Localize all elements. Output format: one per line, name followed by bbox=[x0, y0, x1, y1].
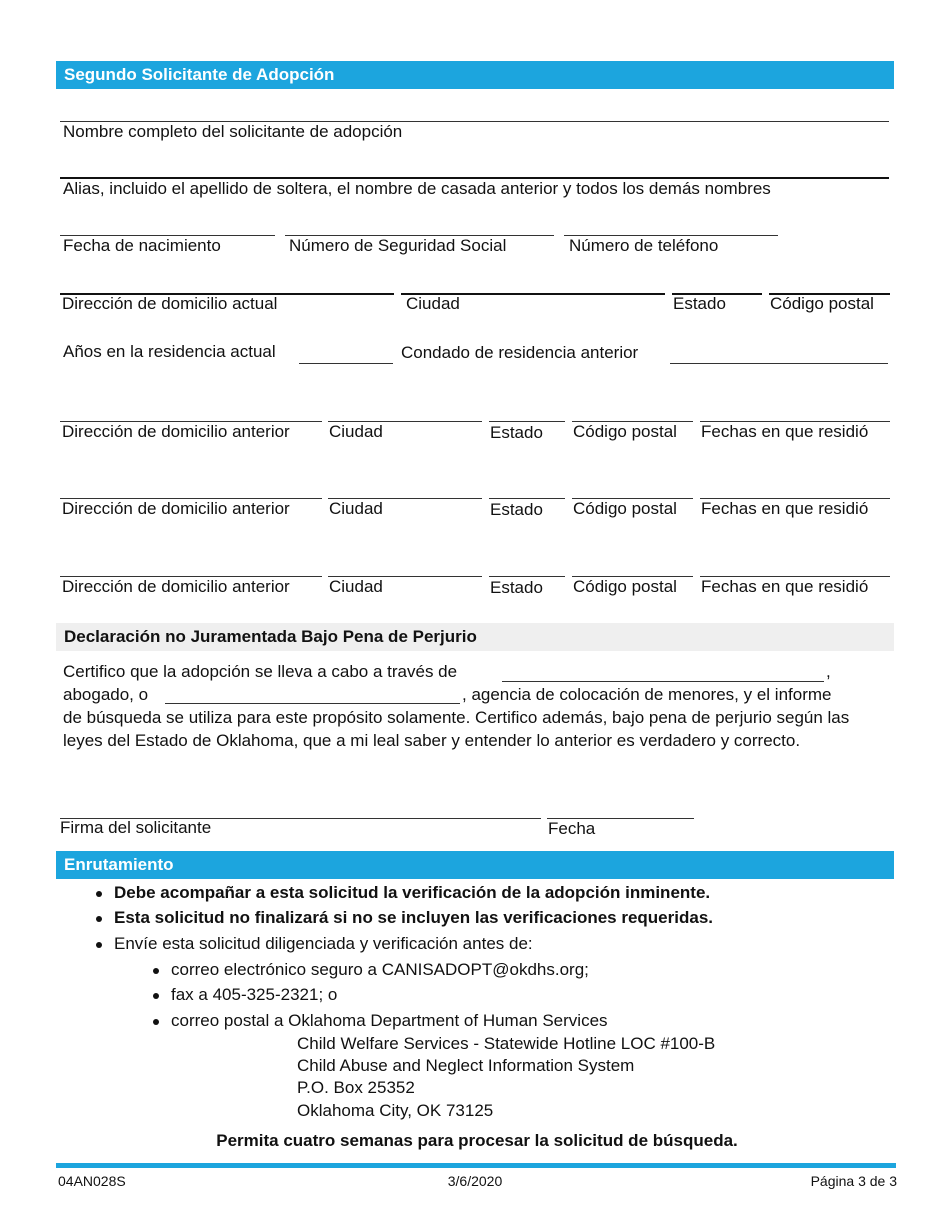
prior-dates-label: Fechas en que residió bbox=[701, 577, 869, 596]
fax-option: fax a 405-325-2321; o bbox=[171, 985, 338, 1004]
declaration-text-d: de búsqueda se utiliza para este propósito solamente. Certifico además, bajo pena de perjurio según las leyes del Estado de Oklahoma, que a mi leal saber y entender lo anterior es verdadero y correcto. bbox=[63, 708, 850, 750]
current-state-label: Estado bbox=[673, 294, 726, 313]
prior-address-label: Dirección de domicilio anterior bbox=[62, 577, 290, 596]
routing-sub-bullet bbox=[171, 960, 589, 980]
prior-city-label: Ciudad bbox=[329, 422, 383, 441]
mail-address-line: Oklahoma City, OK 73125 bbox=[297, 1101, 494, 1120]
page-number: Página 3 de 3 bbox=[810, 1173, 897, 1189]
routing-bullet bbox=[114, 883, 710, 903]
declaration-text-a: Certifico que la adopción se lleva a cabo a través de bbox=[63, 662, 458, 681]
declaration-text-b: abogado, o bbox=[63, 685, 149, 704]
current-address-label: Dirección de domicilio actual bbox=[62, 294, 278, 313]
declaration-text-c: , agencia de colocación de menores, y el informe bbox=[462, 685, 832, 704]
birth-date-label: Fecha de nacimiento bbox=[63, 236, 221, 255]
mail-address-line: Child Abuse and Neglect Information System bbox=[297, 1056, 635, 1075]
prior-state-label: Estado bbox=[490, 500, 543, 519]
prior-county-field[interactable] bbox=[670, 363, 888, 364]
alias-label: Alias, incluido el apellido de soltera, el nombre de casada anterior y todos los demás nombres bbox=[63, 179, 771, 198]
routing-sub-bullet bbox=[171, 1011, 608, 1031]
footer-rule bbox=[56, 1163, 896, 1168]
routing-bullet-text: Esta solicitud no finalizará si no se incluyen las verificaciones requeridas. bbox=[114, 908, 713, 927]
routing-bullet bbox=[114, 934, 533, 954]
prior-zip-label: Código postal bbox=[573, 499, 677, 518]
declaration-header bbox=[56, 623, 894, 651]
declaration-comma: , bbox=[826, 662, 831, 681]
declaration-title: Declaración no Juramentada Bajo Pena de Perjurio bbox=[64, 627, 477, 646]
prior-state-field[interactable] bbox=[489, 576, 565, 577]
form-date: 3/6/2020 bbox=[447, 1173, 503, 1189]
processing-note: Permita cuatro semanas para procesar la solicitud de búsqueda. bbox=[216, 1131, 738, 1150]
signature-label: Firma del solicitante bbox=[60, 818, 212, 837]
years-residence-field[interactable] bbox=[299, 363, 393, 364]
phone-label: Número de teléfono bbox=[569, 236, 719, 255]
years-residence-label: Años en la residencia actual bbox=[63, 342, 276, 361]
prior-state-field[interactable] bbox=[489, 498, 565, 499]
ssn-label: Número de Seguridad Social bbox=[289, 236, 507, 255]
routing-bullet-text: Debe acompañar a esta solicitud la verificación de la adopción inminente. bbox=[114, 883, 711, 902]
routing-bullet-text: Envíe esta solicitud diligenciada y verificación antes de: bbox=[114, 934, 533, 953]
routing-bullet bbox=[114, 908, 713, 928]
section-header-second-applicant bbox=[56, 61, 894, 89]
form-number: 04AN028S bbox=[58, 1173, 126, 1189]
prior-state-label: Estado bbox=[490, 423, 543, 442]
prior-zip-label: Código postal bbox=[573, 577, 677, 596]
mail-address-line: Child Welfare Services - Statewide Hotline LOC #100-B bbox=[297, 1034, 716, 1053]
prior-address-label: Dirección de domicilio anterior bbox=[62, 499, 290, 518]
attorney-field[interactable] bbox=[502, 681, 824, 682]
current-city-label: Ciudad bbox=[406, 294, 460, 313]
mail-address-line: P.O. Box 25352 bbox=[297, 1078, 415, 1097]
prior-county-label: Condado de residencia anterior bbox=[401, 343, 639, 362]
prior-city-label: Ciudad bbox=[329, 577, 383, 596]
routing-header bbox=[56, 851, 894, 879]
prior-state-label: Estado bbox=[490, 578, 543, 597]
email-option: correo electrónico seguro a CANISADOPT@okdhs.org; bbox=[171, 960, 589, 979]
prior-state-field[interactable] bbox=[489, 421, 565, 422]
routing-title: Enrutamiento bbox=[64, 855, 174, 874]
signature-date-label: Fecha bbox=[548, 819, 596, 838]
mail-option: correo postal a Oklahoma Department of Human Services bbox=[171, 1011, 608, 1030]
agency-field[interactable] bbox=[165, 703, 460, 704]
prior-dates-label: Fechas en que residió bbox=[701, 499, 869, 518]
routing-sub-bullet bbox=[171, 985, 337, 1005]
prior-zip-label: Código postal bbox=[573, 422, 677, 441]
current-zip-label: Código postal bbox=[770, 294, 874, 313]
prior-address-label: Dirección de domicilio anterior bbox=[62, 422, 290, 441]
prior-dates-label: Fechas en que residió bbox=[701, 422, 869, 441]
section-title: Segundo Solicitante de Adopción bbox=[64, 65, 335, 84]
full-name-label: Nombre completo del solicitante de adopción bbox=[63, 122, 403, 141]
prior-city-label: Ciudad bbox=[329, 499, 383, 518]
